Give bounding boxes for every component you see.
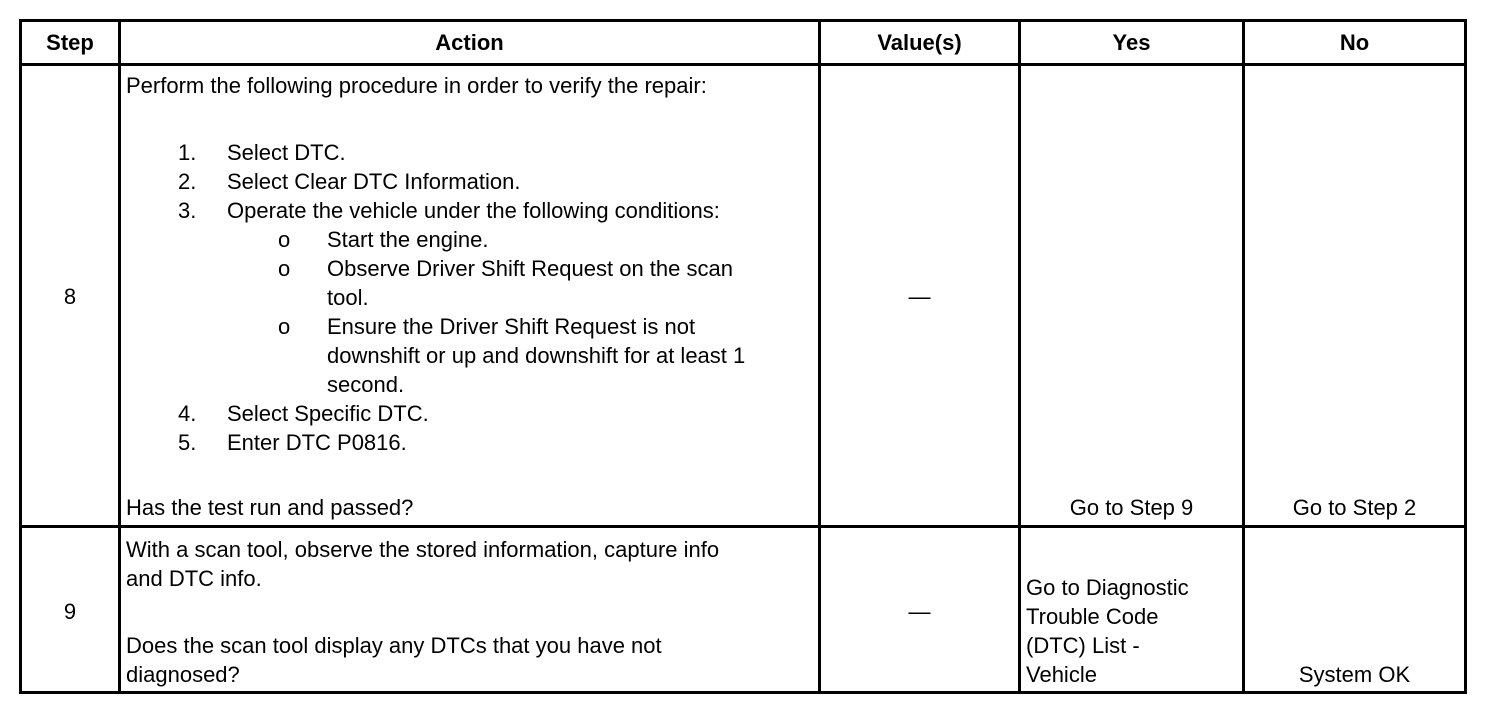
header-values: Value(s) [877,29,962,55]
row-divider [22,525,1464,528]
action-question: Has the test run and passed? [126,495,414,520]
sub-list-item: o Observe Driver Shift Request on the scan tool. [278,256,733,310]
header-no: No [1339,29,1370,55]
sub-list-item: o Ensure the Driver Shift Request is not downshift or up and downshift for at least 1 second. [278,314,746,397]
sub-list [278,225,908,399]
diagnostic-table [19,19,1467,694]
header-divider [22,63,1464,66]
action-intro: Perform the following procedure in order to verify the repair: [126,73,707,98]
procedure-list [178,138,808,457]
action-question-line: Does the scan tool display any DTCs that you have not [126,633,662,658]
list-item: 3. Operate the vehicle under the following conditions: [178,198,720,223]
header-action: Action [435,29,504,55]
list-item: 5. Enter DTC P0816. [178,430,407,455]
yes-cell-line: (DTC) List - [1026,633,1140,658]
step-number: 8 [63,284,77,309]
yes-cell: Go to Step 9 [1069,495,1194,520]
value-cell: — [908,284,931,309]
column-divider [1242,22,1245,691]
sub-list-item: o Start the engine. [278,227,489,252]
action-text-line: and DTC info. [126,566,262,591]
step-number: 9 [63,599,77,624]
yes-cell-line: Trouble Code [1026,604,1159,629]
action-text-line: With a scan tool, observe the stored information, capture info [126,537,720,562]
column-divider [118,22,121,691]
column-divider [1018,22,1021,691]
yes-cell-line: Go to Diagnostic [1026,575,1189,600]
value-cell: — [908,599,931,624]
list-item: 2. Select Clear DTC Information. [178,169,521,194]
header-step: Step [46,29,94,55]
action-question-line: diagnosed? [126,662,240,687]
yes-cell-line: Vehicle [1026,662,1097,687]
list-item: 4. Select Specific DTC. [178,401,429,426]
no-cell: Go to Step 2 [1292,495,1417,520]
header-yes: Yes [1112,29,1151,55]
no-cell: System OK [1298,662,1411,687]
list-item: 1. Select DTC. [178,140,346,165]
